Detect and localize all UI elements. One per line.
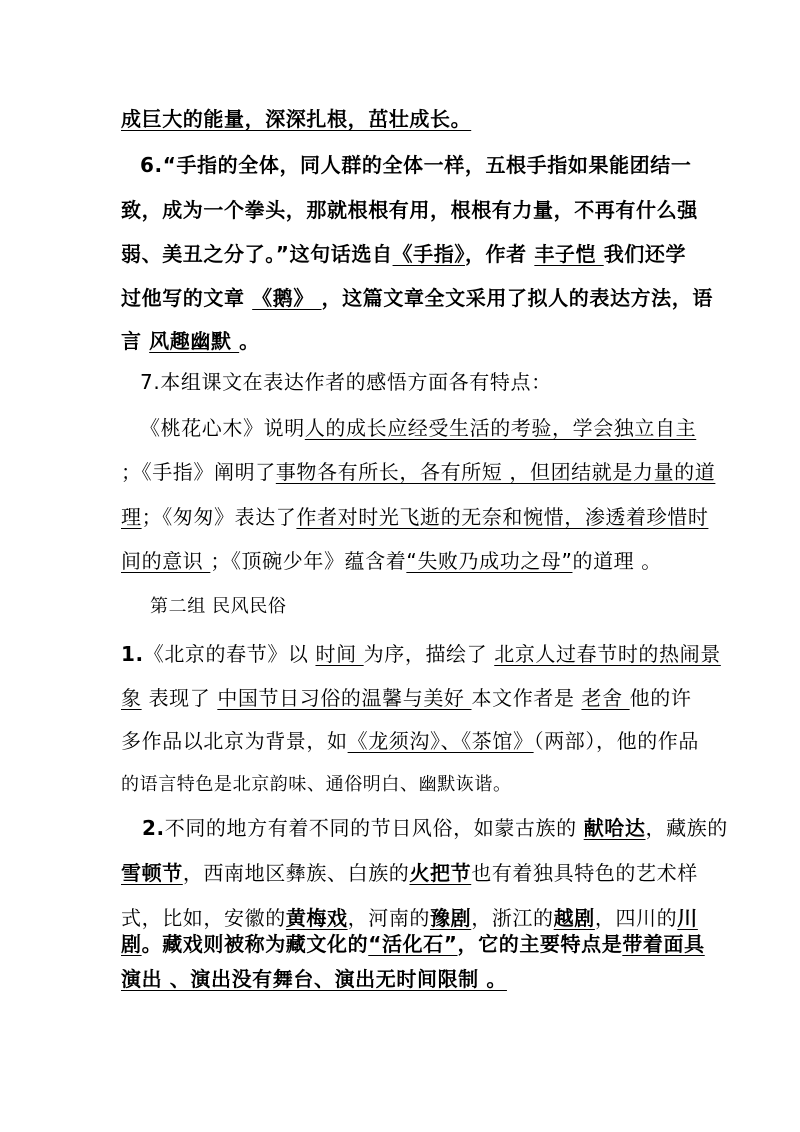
text-span: ，河南的 <box>347 906 431 930</box>
line-20 <box>121 931 705 957</box>
text-span-underlined: 象 <box>121 686 142 710</box>
text-span-underlined: 事物各有所长，各有所短 ，但团结就是力量的道 <box>275 460 716 484</box>
text-span: 。藏戏则被称为藏文化的 <box>141 932 369 956</box>
text-span-underlined: 剧 <box>121 932 142 956</box>
line-19 <box>121 905 698 931</box>
text-span: 不同的地方有着不同的节日风俗，如蒙古族的 <box>164 816 584 840</box>
text-span-underlined: 雪顿节 <box>121 861 183 885</box>
text-span: 的语言特色是北京韵味、通俗明白、幽默诙谐。 <box>121 774 512 795</box>
line-16 <box>121 772 512 798</box>
text-span: 多作品以北京为背景，如 <box>121 729 348 753</box>
text-span: 。 <box>239 329 260 353</box>
text-span-underlined: 风趣幽默 <box>149 329 240 353</box>
line-14 <box>121 685 691 711</box>
text-span: ；《顶碗少年》蕴含着 <box>210 549 407 573</box>
text-span-underlined: 人的成长应经受生活的考验，学会独立自主 <box>304 416 697 440</box>
text-span: 《桃花心木》说明 <box>140 416 305 440</box>
line-6 <box>121 328 260 354</box>
text-span-underlined: “活化石” <box>368 932 458 956</box>
text-span: 1. <box>121 642 144 666</box>
text-span-underlined: 理 <box>121 505 142 529</box>
text-span: 言 <box>121 329 150 353</box>
text-span: 演出 、演出没有舞台、演出无时间限制 。 <box>121 967 507 991</box>
line-21 <box>121 966 507 992</box>
text-span: ；《手指》阐明了 <box>121 460 276 484</box>
text-span: 的道理 。 <box>572 549 662 573</box>
text-span-underlined: 老舍 <box>581 686 630 710</box>
text-span: ，它的主要特点是 <box>457 932 623 956</box>
text-span: 我们还学 <box>603 242 687 266</box>
line-17 <box>142 815 728 841</box>
text-span-underlined: 间的意识 <box>121 549 211 573</box>
section-heading <box>150 594 287 620</box>
text-span: 式，比如，安徽的 <box>121 906 286 930</box>
text-span: 《北京的春节》以 <box>143 642 316 666</box>
line-2 <box>140 152 691 178</box>
text-span: ；《匆匆》表达了 <box>141 505 297 529</box>
text-span-underlined: 作者对时光飞逝的无奈和惋惜，渗透着珍惜时 <box>296 505 709 529</box>
line-18 <box>121 860 698 886</box>
line-8 <box>140 415 696 441</box>
text-span-underlined: 越剧 <box>553 906 595 930</box>
line-11 <box>121 548 662 574</box>
text-span-underlined: 《龙须沟》、《茶馆》 <box>347 729 534 753</box>
line-5 <box>121 285 713 311</box>
text-span: 过他写的文章 <box>121 286 253 310</box>
text-span-underlined: 带着面具 <box>622 932 705 956</box>
text-span: ，浙江的 <box>471 906 554 930</box>
line-4 <box>121 241 686 267</box>
text-span-underlined: 献哈达 <box>583 816 646 840</box>
text-span: 弱、美丑之分了。”这句话选自 <box>121 242 393 266</box>
text-span: （两部），他的作品 <box>533 729 700 753</box>
text-span-underlined: 《手指》 <box>392 242 465 266</box>
text-span-underlined: “失败乃成功之母” <box>406 549 573 573</box>
text-span: 也有着独具特色的艺术样 <box>471 861 698 885</box>
text-span: ，西南地区彝族、白族的 <box>182 861 410 885</box>
text-span-underlined: 黄梅戏 <box>285 906 348 930</box>
text-span: 6.“手指的全体，同人群的全体一样，五根手指如果能团结一 <box>140 153 692 177</box>
text-span-underlined: 中国节日习俗的温馨与美好 <box>217 686 472 710</box>
text-span: 本文作者是 <box>471 686 582 710</box>
text-span: 表现了 <box>141 686 218 710</box>
text-span: ，这篇文章全文采用了拟人的表达方法，语 <box>321 286 713 310</box>
text-span: ，藏族的 <box>645 816 728 840</box>
text-span-underlined: 火把节 <box>409 861 472 885</box>
line-10 <box>121 504 708 530</box>
text-span-underlined: 《鹅》 <box>252 286 322 310</box>
text-span: ，四川的 <box>594 906 678 930</box>
text-span: ，作者 <box>464 242 535 266</box>
text-span-underlined: 时间 <box>315 642 364 666</box>
line-7 <box>140 369 552 395</box>
line-3 <box>121 197 698 223</box>
line-15 <box>121 728 699 754</box>
text-span: 7.本组课文在表达作者的感悟方面各有特点： <box>140 370 552 394</box>
line-9 <box>121 459 715 485</box>
line-1 <box>121 106 471 132</box>
text-span: 他的许 <box>629 686 692 710</box>
text-span-underlined: 北京人过春节时的热闹景 <box>494 642 721 666</box>
text-span: 致，成为一个拳头，那就根根有用，根根有力量，不再有什么强 <box>121 198 698 222</box>
text-span: 为序，描绘了 <box>363 642 495 666</box>
text-span-underlined: 川 <box>677 906 698 930</box>
text-span: 2. <box>142 816 165 840</box>
text-span-underlined: 豫剧 <box>430 906 472 930</box>
text-span: 成巨大的能量，深深扎根，茁壮成长。 <box>121 107 472 131</box>
text-span-underlined: 丰子恺 <box>534 242 604 266</box>
line-13 <box>121 641 721 667</box>
text-span: 第二组 民风民俗 <box>150 596 287 617</box>
